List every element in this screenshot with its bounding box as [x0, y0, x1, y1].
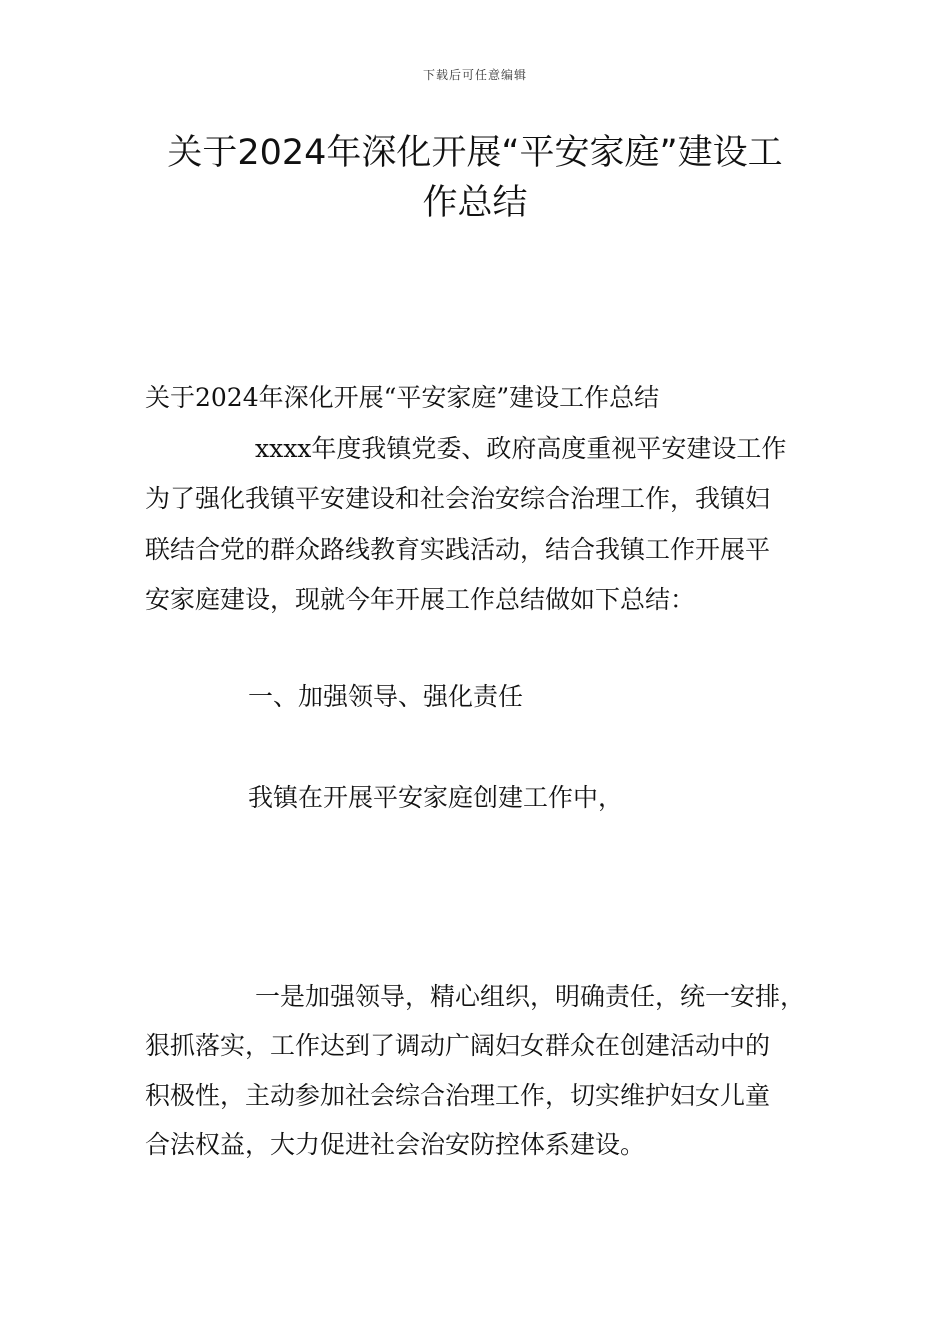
paragraph-line: 一是加强领导，精心组织，明确责任，统一安排， — [255, 982, 806, 1011]
intro-line: 联结合党的群众路线教育实践活动，结合我镇工作开展平 — [145, 535, 771, 564]
section-heading: 一、加强领导、强化责任 — [248, 682, 524, 711]
intro-line: 安家庭建设，现就今年开展工作总结做如下总结： — [145, 585, 696, 614]
document-title-line-1: 关于2024年深化开展“平安家庭”建设工 — [167, 133, 783, 173]
document-title — [140, 128, 810, 228]
section-intro: 我镇在开展平安家庭创建工作中， — [248, 783, 624, 812]
body-subtitle: 关于2024年深化开展“平安家庭”建设工作总结 — [145, 383, 660, 412]
paragraph-line: 狠抓落实，工作达到了调动广阔妇女群众在创建活动中的 — [145, 1031, 771, 1060]
intro-line: xxxx年度我镇党委、政府高度重视平安建设工作 — [255, 434, 787, 463]
document-title-line-2: 作总结 — [422, 183, 528, 223]
paragraph-line: 合法权益，大力促进社会治安防控体系建设。 — [145, 1130, 646, 1159]
intro-line: 为了强化我镇平安建设和社会治安综合治理工作，我镇妇 — [145, 484, 771, 513]
page-header-note: 下载后可任意编辑 — [422, 68, 527, 82]
paragraph-line: 积极性，主动参加社会综合治理工作，切实维护妇女儿童 — [145, 1081, 771, 1110]
